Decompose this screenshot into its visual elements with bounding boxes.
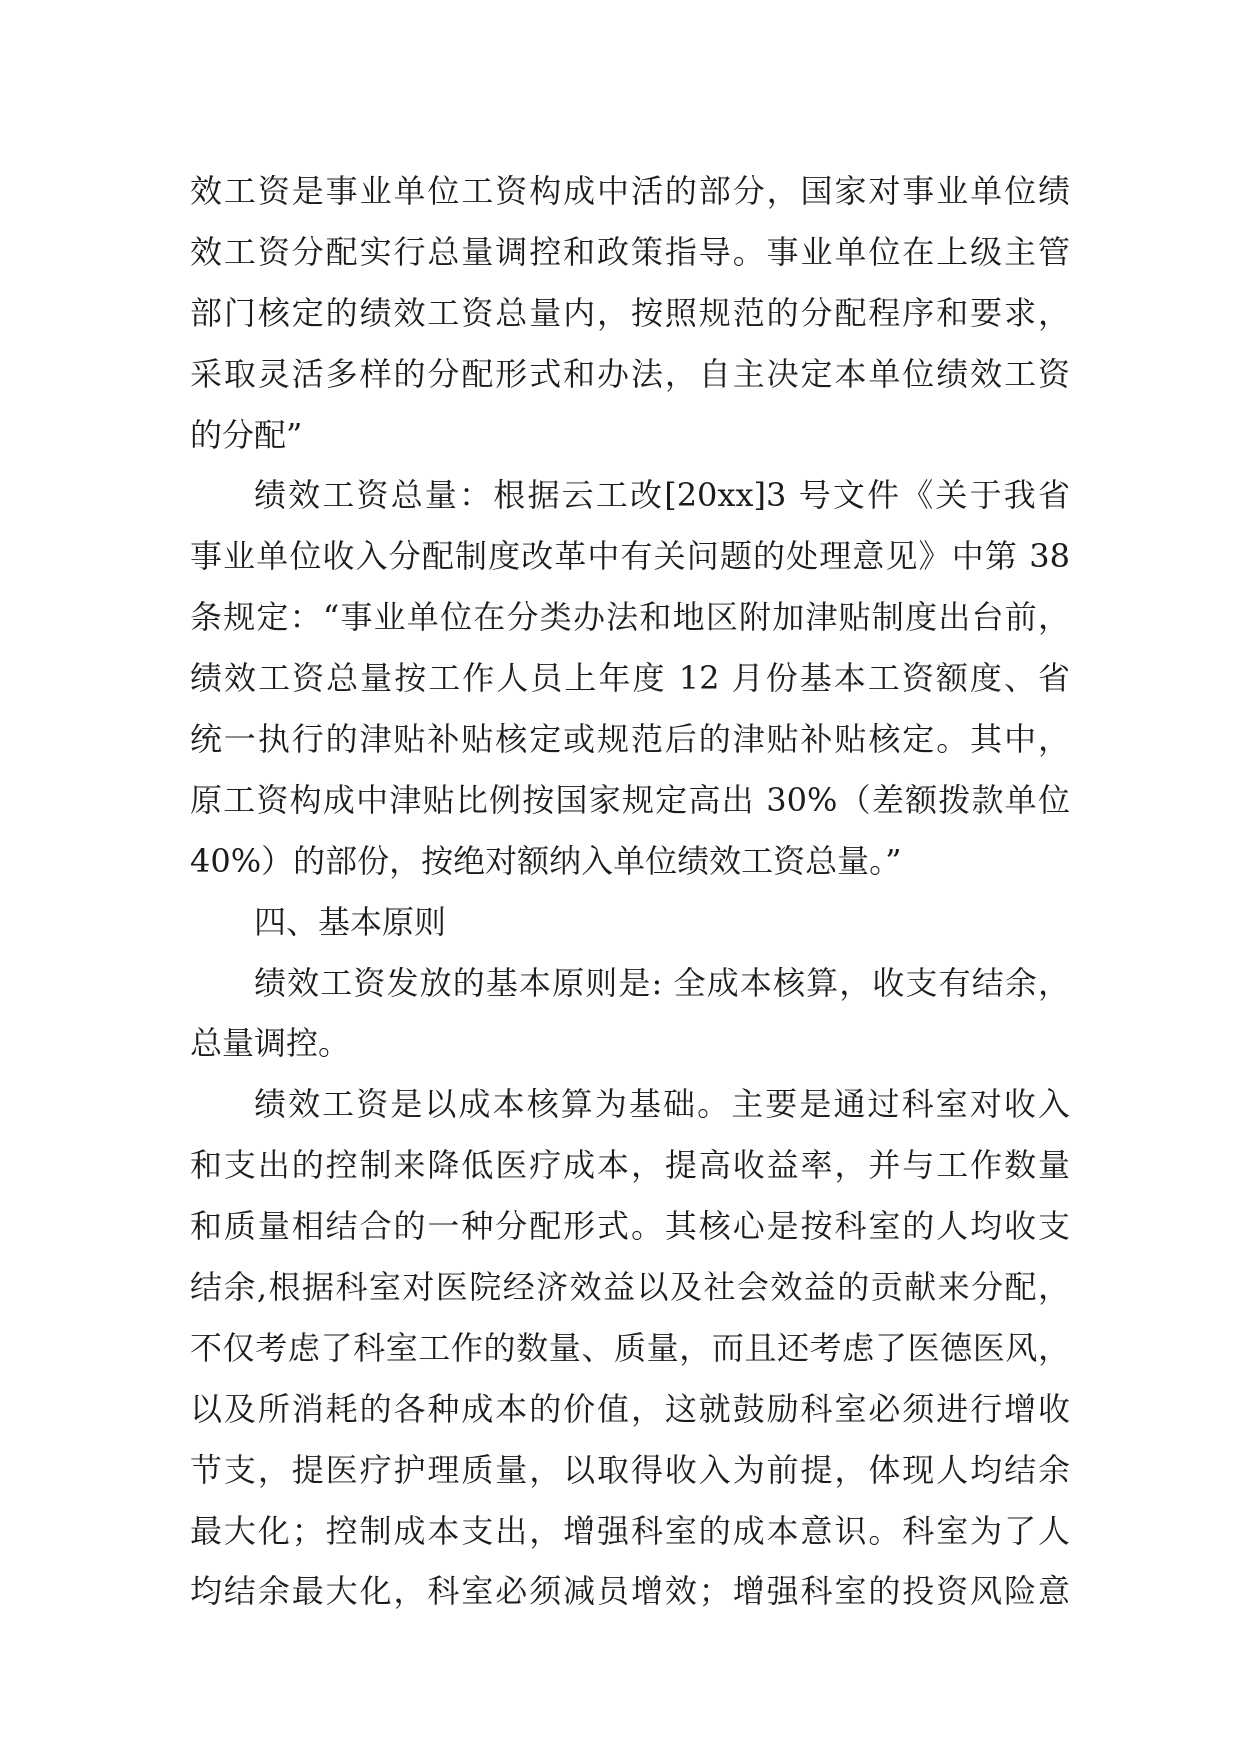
text-line: 效工资分配实行总量调控和政策指导。事业单位在上级主管 [190,232,1070,271]
text-line: 和支出的控制来降低医疗成本，提高收益率，并与工作数量 [190,1146,1070,1185]
text-line: 总量调控。 [190,1024,351,1063]
text-line: 原工资构成中津贴比例按国家规定高出 30%（差额拨款单位 [190,780,1070,819]
text-line: 结余,根据科室对医院经济效益以及社会效益的贡献来分配， [190,1268,1070,1307]
text-line: 部门核定的绩效工资总量内，按照规范的分配程序和要求， [190,293,1070,332]
text-line: 绩效工资总量按工作人员上年度 12 月份基本工资额度、省 [190,659,1070,698]
text-line: 40%）的部份，按绝对额纳入单位绩效工资总量。” [190,841,902,880]
text-line: 绩效工资总量：根据云工改[20xx]3 号文件《关于我省 [254,476,1070,515]
text-line: 不仅考虑了科室工作的数量、质量，而且还考虑了医德医风， [190,1328,1070,1367]
body-text [190,161,1070,1622]
text-line: 绩效工资是以成本核算为基础。主要是通过科室对收入 [254,1085,1070,1124]
text-line: 四、基本原则 [254,902,447,941]
text-line: 效工资是事业单位工资构成中活的部分，国家对事业单位绩 [190,172,1070,210]
text-line: 事业单位收入分配制度改革中有关问题的处理意见》中第 38 [190,537,1070,576]
text-line: 绩效工资发放的基本原则是: 全成本核算，收支有结余， [254,963,1070,1002]
text-line: 统一执行的津贴补贴核定或规范后的津贴补贴核定。其中， [190,720,1070,759]
text-line: 的分配” [190,415,303,454]
text-line: 最大化；控制成本支出，增强科室的成本意识。科室为了人 [190,1511,1070,1550]
text-line: 采取灵活多样的分配形式和办法，自主决定本单位绩效工资 [190,354,1070,393]
text-line: 以及所消耗的各种成本的价值，这就鼓励科室必须进行增收 [190,1389,1070,1428]
text-line: 节支，提医疗护理质量，以取得收入为前提，体现人均结余 [190,1450,1070,1489]
text-line: 和质量相结合的一种分配形式。其核心是按科室的人均收支 [190,1207,1070,1246]
text-line: 均结余最大化，科室必须减员增效；增强科室的投资风险意 [190,1572,1070,1611]
text-line: 条规定：“事业单位在分类办法和地区附加津贴制度出台前， [190,598,1070,637]
